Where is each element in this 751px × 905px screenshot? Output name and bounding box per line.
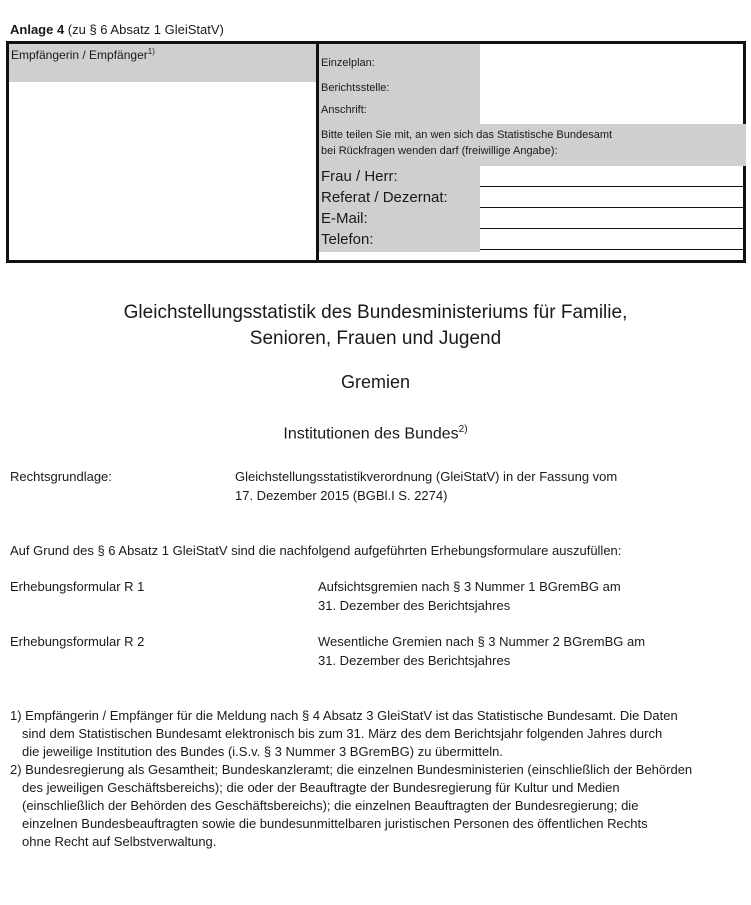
contact-email-label: E-Mail:: [321, 210, 368, 227]
form-r1-desc-line1: Aufsichtsgremien nach § 3 Nummer 1 BGremBG am: [318, 579, 621, 594]
footnote-2-line1: 2) Bundesregierung als Gesamtheit; Bundeskanzleramt; die einzelnen Bundesministerien (einschließlich der Behörden: [10, 762, 693, 777]
recipient-column: [9, 44, 319, 260]
annex-heading: [10, 22, 224, 37]
annex-number: Anlage 4: [10, 22, 65, 37]
form-r2-desc-line2: 31. Dezember des Berichtsjahres: [318, 653, 511, 668]
legal-basis-line2: 17. Dezember 2015 (BGBl.I S. 2274): [235, 488, 448, 503]
contact-phone-label: Telefon:: [321, 231, 374, 248]
contact-name-label: Frau / Herr:: [321, 168, 398, 185]
contact-note: [319, 124, 746, 166]
recipient-header: [9, 44, 316, 82]
form-r1-desc-line2: 31. Dezember des Berichtsjahres: [318, 598, 511, 613]
institution-footnote-ref: 2): [458, 424, 468, 435]
footnotes: [10, 707, 745, 851]
form-r2-desc-line1: Wesentliche Gremien nach § 3 Nummer 2 BGremBG am: [318, 634, 646, 649]
anschrift-label: Anschrift:: [321, 104, 367, 116]
contact-note-line2: bei Rückfragen wenden darf (freiwillige Angabe):: [321, 145, 558, 157]
sender-column: [319, 44, 746, 260]
recipient-footnote-ref: 1): [147, 47, 155, 56]
footnote-2-line3: (einschließlich der Behörden des Geschäftsbereichs); die einzelnen Beauftragten der Bundesregierung; die: [22, 798, 639, 813]
footnote-1-line3: die jeweilige Institution des Bundes (i.S.v. § 3 Nummer 3 BGremBG) zu übermitteln.: [22, 744, 503, 759]
contact-name-field[interactable]: [480, 166, 746, 187]
contact-department-field[interactable]: [480, 187, 746, 208]
form-r2-label: Erhebungsformular R 2: [10, 634, 145, 649]
legal-basis-line1: Gleichstellungsstatistikverordnung (GleiStatV) in der Fassung vom: [235, 469, 618, 484]
section-title: Gremien: [340, 372, 411, 392]
address-form-box: [6, 41, 746, 263]
contact-phone-field[interactable]: [480, 229, 746, 250]
form-r1-label: Erhebungsformular R 1: [10, 579, 145, 594]
legal-basis-label: Rechtsgrundlage:: [10, 469, 112, 484]
recipient-label: Empfängerin / Empfänger: [11, 48, 148, 62]
einzelplan-label: Einzelplan:: [321, 57, 375, 69]
institution-subtitle-text: Institutionen des Bundes: [283, 425, 459, 443]
contact-department-label: Referat / Dezernat:: [321, 189, 448, 206]
institution-subtitle: [0, 424, 751, 443]
contact-note-line1: Bitte teilen Sie mit, an wen sich das Statistische Bundesamt: [321, 129, 613, 141]
footnote-2-line5: ohne Recht auf Selbstverwaltung.: [22, 834, 217, 849]
main-title-line1: Gleichstellungsstatistik des Bundesministeriums für Familie,: [123, 302, 628, 323]
contact-email-field[interactable]: [480, 208, 746, 229]
berichtsstelle-label: Berichtsstelle:: [321, 82, 390, 94]
annex-reference: (zu § 6 Absatz 1 GleiStatV): [64, 22, 224, 37]
intro-text: Auf Grund des § 6 Absatz 1 GleiStatV sind die nachfolgend aufgeführten Erhebungsformulare auszufüllen:: [10, 543, 622, 558]
footnote-2-line4: einzelnen Bundesbeauftragten sowie die bundesunmittelbaren juristischen Personen des öffentlichen Rechts: [22, 816, 648, 831]
footnote-2-line2: des jeweiligen Geschäftsbereichs); die oder der Beauftragte der Bundesregierung für Kultur und Medien: [22, 780, 620, 795]
footnote-1-line2: sind dem Statistischen Bundesamt elektronisch bis zum 31. März des dem Berichtsjahr folgenden Jahres durch: [22, 726, 663, 741]
footnote-1-line1: 1) Empfängerin / Empfänger für die Meldung nach § 4 Absatz 3 GleiStatV ist das Statistische Bundesamt. Die Daten: [10, 708, 678, 723]
main-title-line2: Senioren, Frauen und Jugend: [249, 328, 502, 349]
